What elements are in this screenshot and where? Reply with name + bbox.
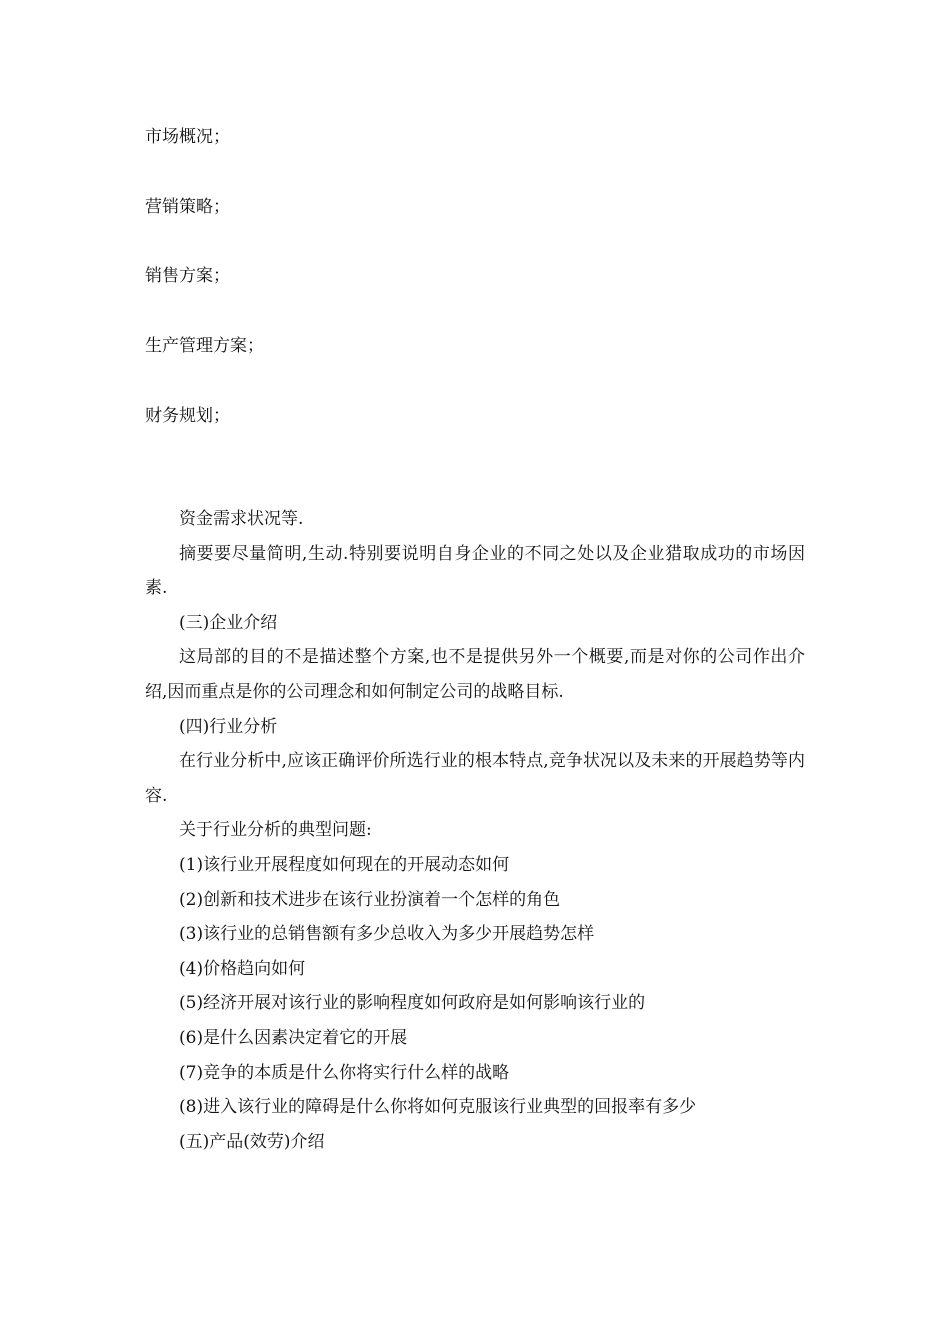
summary-item-market-overview: 市场概况； — [145, 127, 230, 147]
section-heading-industry-analysis: (四)行业分析 — [179, 716, 278, 737]
paragraph-summary-advice: 摘要要尽量简明,生动.特别要说明自身企业的不同之处以及企业猎取成功的市场因素. — [145, 543, 805, 599]
summary-item-financial-plan: 财务规划； — [145, 406, 230, 426]
summary-item-production-plan: 生产管理方案； — [145, 336, 264, 356]
summary-item-sales-plan: 销售方案； — [145, 266, 230, 286]
question-item-1: (1)该行业开展程度如何现在的开展动态如何 — [179, 854, 510, 875]
question-item-2: (2)创新和技术进步在该行业扮演着一个怎样的角色 — [179, 889, 561, 910]
question-item-4: (4)价格趋向如何 — [179, 958, 306, 979]
question-item-8: (8)进入该行业的障碍是什么你将如何克服该行业典型的回报率有多少 — [179, 1097, 697, 1118]
paragraph-funding-needs: 资金需求状况等. — [179, 509, 304, 529]
summary-item-marketing-strategy: 营销策略； — [145, 197, 230, 217]
question-item-5: (5)经济开展对该行业的影响程度如何政府是如何影响该行业的 — [179, 993, 646, 1014]
paragraph-typical-questions: 关于行业分析的典型问题: — [179, 820, 372, 841]
question-item-6: (6)是什么因素决定着它的开展 — [179, 1027, 408, 1048]
section-heading-product-intro: (五)产品(效劳)介绍 — [179, 1131, 325, 1152]
paragraph-company-intro: 这局部的目的不是描述整个方案,也不是提供另外一个概要,而是对你的公司作出介绍,因而重点是你的公司理念和如何制定公司的战略目标. — [145, 647, 805, 702]
question-item-3: (3)该行业的总销售额有多少总收入为多少开展趋势怎样 — [179, 924, 595, 945]
body-text — [145, 502, 805, 1159]
paragraph-industry-analysis: 在行业分析中,应该正确评价所选行业的根本特点,竞争状况以及未来的开展趋势等内容. — [145, 751, 805, 806]
question-item-7: (7)竞争的本质是什么你将实行什么样的战略 — [179, 1062, 510, 1083]
section-heading-company-intro: (三)企业介绍 — [179, 612, 278, 633]
